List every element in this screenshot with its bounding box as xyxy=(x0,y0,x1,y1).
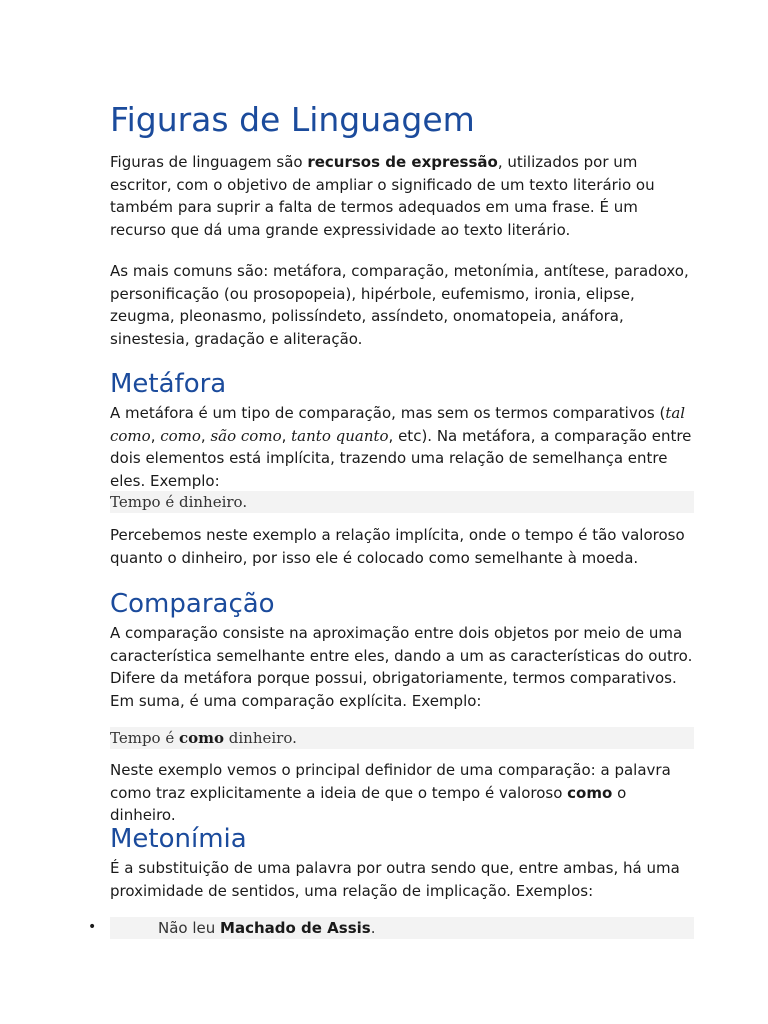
heading-metonimia: Metonímia xyxy=(110,824,247,854)
metonimia-paragraph: É a substituição de uma palavra por outra sendo que, entre ambas, há uma proximidade de sentidos, uma relação de implicação. Exemplos: xyxy=(110,859,680,900)
term-tanto-quanto: tanto quanto xyxy=(291,426,389,445)
sep-2: , xyxy=(200,426,211,445)
comparacao-paragraph: A comparação consiste na aproximação entre dois objetos por meio de uma característica semelhante entre eles, dando a um as características do outro. Difere da metáfora porque possui, obrigatoriamente, termos comparativos. Em suma, é uma comparação explícita. Exemplo: xyxy=(110,624,693,710)
term-tal-como: tal como xyxy=(110,404,686,445)
intro-text-cont: , utilizados por um escritor, com o objetivo de ampliar o significado de um texto literário ou também para suprir a falta de termos adequados em uma frase. É um recurso que dá uma grande expressividade ao texto literário. xyxy=(110,153,655,239)
list-item-bold: Machado de Assis xyxy=(220,919,371,937)
sep-1: , xyxy=(150,426,161,445)
example-text: Tempo é xyxy=(110,729,179,747)
metonimia-example-1 xyxy=(110,917,694,939)
term-como: como xyxy=(160,426,201,445)
example-text-cont: dinheiro. xyxy=(224,729,297,747)
metafora-text-cont: , etc). Na metáfora, a comparação entre dois elementos está implícita, trazendo uma relação de semelhança entre eles. Exemplo: xyxy=(110,426,692,490)
list-item-period: . xyxy=(370,919,376,937)
example-bold-como: como xyxy=(179,729,225,747)
intro-bold-term: recursos de expressão xyxy=(307,153,498,171)
intro-paragraph-1 xyxy=(110,151,696,241)
list-item-text: Não leu xyxy=(158,919,221,937)
term-sao-como: são como xyxy=(210,426,282,445)
intro-text: Figuras de linguagem são xyxy=(110,153,308,171)
metafora-paragraph xyxy=(110,402,696,492)
explanation-text-cont: o dinheiro. xyxy=(110,783,627,824)
page-title: Figuras de Linguagem xyxy=(110,100,475,139)
comparacao-explanation xyxy=(110,759,696,827)
metafora-explanation: Percebemos neste exemplo a relação implícita, onde o tempo é tão valoroso quanto o dinheiro, por isso ele é colocado como semelhante à moeda. xyxy=(110,526,685,567)
intro-paragraph-2: As mais comuns são: metáfora, comparação, metonímia, antítese, paradoxo, personificação (ou prosopopeia), hipérbole, eufemismo, ironia, elipse, zeugma, pleonasmo, polissíndeto, assíndeto, onomatopeia, anáfora, sinestesia, gradação e aliteração. xyxy=(110,262,689,348)
sep-3: , xyxy=(281,426,292,445)
explanation-text: Neste exemplo vemos o principal definidor de uma comparação: a palavra como traz explicitamente a ideia de que o tempo é valoroso xyxy=(110,761,671,802)
comparacao-example xyxy=(110,727,694,749)
list-item xyxy=(158,917,376,939)
list-bullet: • xyxy=(88,919,97,935)
explanation-bold-como: como xyxy=(567,783,613,802)
metafora-example: Tempo é dinheiro. xyxy=(110,491,694,513)
metafora-text: A metáfora é um tipo de comparação, mas sem os termos comparativos ( xyxy=(110,404,666,422)
heading-metafora: Metáfora xyxy=(110,369,227,399)
heading-comparacao: Comparação xyxy=(110,589,275,619)
